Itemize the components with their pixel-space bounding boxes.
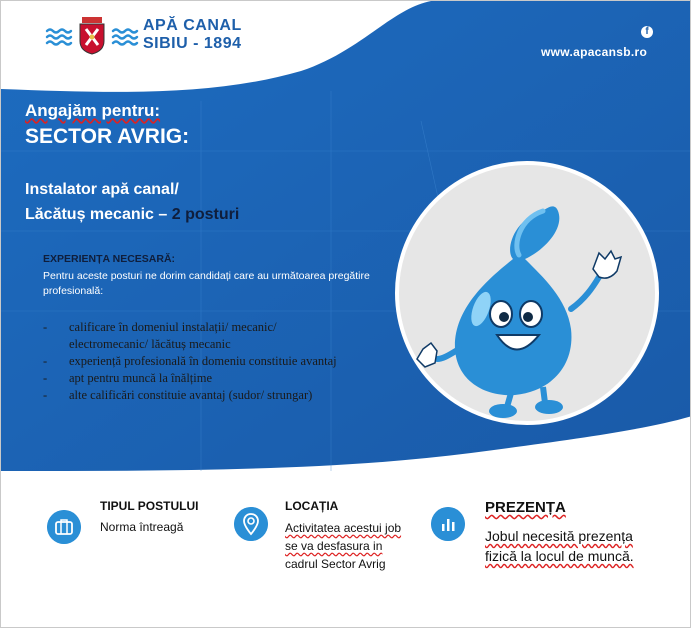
logo-line1: APĂ CANAL	[143, 17, 242, 34]
logo-text	[143, 17, 242, 53]
water-drop-mascot	[393, 159, 661, 427]
facebook-icon[interactable]: f	[641, 26, 653, 38]
hiring-heading: Angajăm pentru:	[25, 101, 161, 120]
positions-count: 2 posturi	[171, 206, 240, 223]
logo-line2: SIBIU - 1894	[143, 35, 242, 52]
water-waves-icon	[111, 23, 139, 47]
bar-chart-icon	[431, 507, 465, 541]
location-text: Activitatea acestui job se va desfasura in cadrul Sector Avrig	[285, 521, 402, 571]
presence-title: PREZENȚA	[485, 499, 566, 516]
job-title-line1: Instalator apă canal/	[25, 181, 179, 198]
location-pin-icon	[234, 507, 268, 541]
presence-text: Jobul necesită prezența fizică la locul de muncă.	[485, 528, 634, 564]
water-waves-icon	[45, 23, 73, 47]
experience-title: EXPERIENȚA NECESARĂ:	[43, 253, 176, 265]
list-item: - apt pentru muncă la înălțime	[43, 371, 213, 385]
city-crest-icon	[77, 15, 107, 55]
location-title: LOCAȚIA	[285, 499, 339, 513]
job-type-text: Norma întreagă	[100, 520, 184, 534]
website-link[interactable]: www.apacansb.ro	[541, 45, 648, 59]
requirements-list	[43, 319, 337, 404]
sector-heading: SECTOR AVRIG:	[25, 125, 190, 148]
experience-intro: Pentru aceste posturi ne dorim candidați care au următoarea pregătire profesională:	[43, 270, 370, 297]
logo	[45, 15, 242, 55]
list-item: - experiență profesională în domeniu constituie avantaj	[43, 354, 337, 368]
list-item: - alte calificări constituie avantaj (sudor/ strungar)	[43, 388, 313, 402]
job-title-line2: Lăcătuș mecanic – 2 posturi	[25, 206, 240, 223]
job-type-title: TIPUL POSTULUI	[100, 499, 199, 513]
briefcase-icon	[47, 510, 81, 544]
list-item: - calificare în domeniul instalații/ mecanic/ electromecanic/ lăcătuș mecanic	[43, 320, 277, 351]
